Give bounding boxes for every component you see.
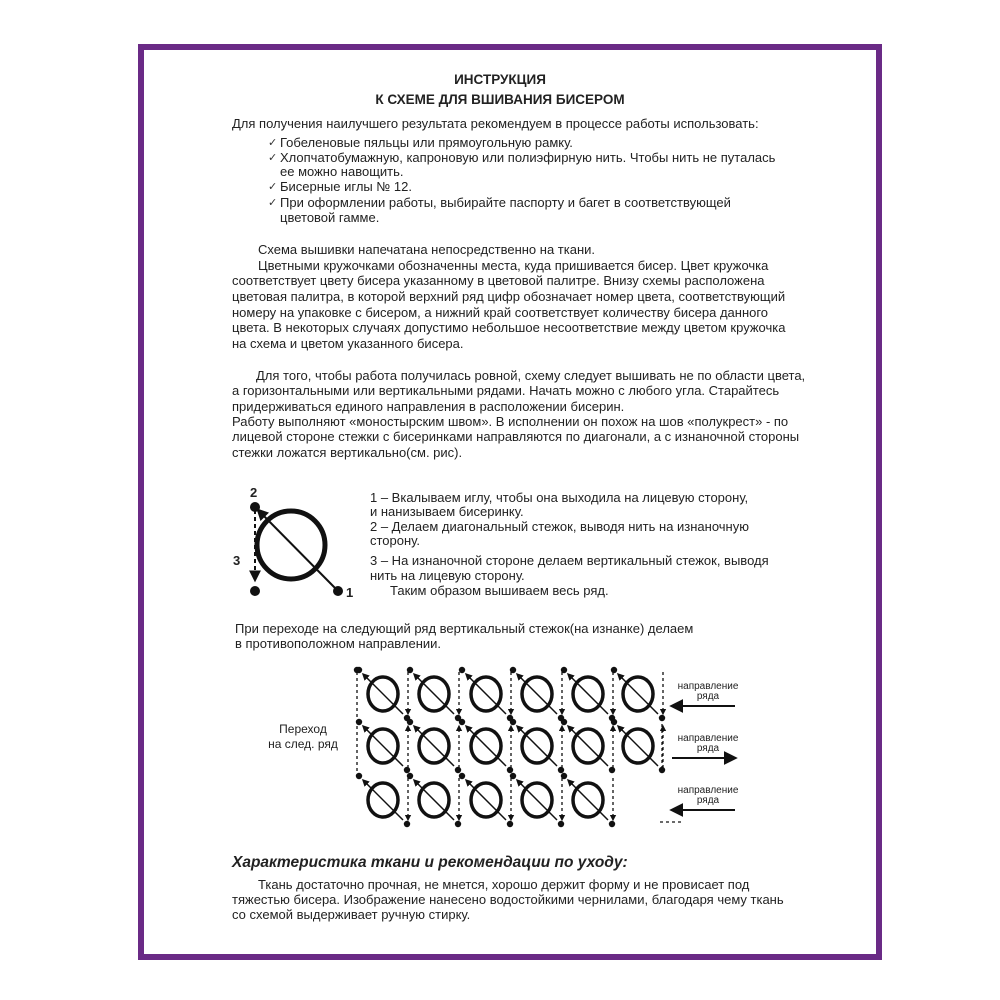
direction-label-line: направление	[677, 681, 739, 692]
checklist-item-2-line-1: Хлопчатобумажную, капроновую или полиэфирную нить. Чтобы нить не путалась	[280, 150, 776, 165]
point	[609, 821, 615, 827]
point	[561, 719, 567, 725]
paragraph2-line: придерживаться единого направления в расположении бисерин.	[232, 399, 625, 414]
point	[510, 667, 516, 673]
point	[459, 719, 465, 725]
point	[455, 767, 461, 773]
paragraph2-line: стежки ложатся вертикально(см. рис).	[232, 445, 463, 460]
point	[561, 667, 567, 673]
point	[510, 719, 516, 725]
check-icon: ✓	[268, 152, 278, 164]
point	[404, 821, 410, 827]
paragraph1-line: номеру на упаковке с бисером, а нижний край соответствует количеству бисера данного	[232, 305, 769, 320]
title-line-1: ИНСТРУКЦИЯ	[454, 72, 546, 87]
checklist-item-2-line-2: ее можно навощить.	[280, 164, 404, 179]
step-line: 1 – Вкалываем иглу, чтобы она выходила на лицевую сторону,	[370, 490, 749, 505]
point	[455, 821, 461, 827]
row-transition-line: При переходе на следующий ряд вертикальный стежок(на изнанке) делаем	[235, 621, 694, 636]
point	[404, 767, 410, 773]
transition-label-line: Переход	[279, 722, 327, 736]
title-line-2: К СХЕМЕ ДЛЯ ВШИВАНИЯ БИСЕРОМ	[375, 92, 625, 107]
direction-label-line: ряда	[696, 795, 720, 806]
paragraph2-line: а горизонтальными или вертикальными рядами. Начать можно с любого угла. Старайтесь	[232, 383, 780, 398]
point	[558, 821, 564, 827]
care-line: Ткань достаточно прочная, не мнется, хорошо держит форму и не провисает под	[258, 877, 750, 892]
point	[407, 719, 413, 725]
paragraph1-line: Цветными кружочками обозначенны места, куда пришивается бисер. Цвет кружочка	[258, 258, 769, 273]
care-line: со схемой выдерживает ручную стирку.	[232, 907, 471, 922]
paragraph1-line: цвета. В некоторых случаях допустимо небольшое несоответствие между цветом кружочка	[232, 320, 786, 335]
point	[407, 773, 413, 779]
point	[354, 667, 360, 673]
direction-label-line: ряда	[696, 743, 720, 754]
step-line: сторону.	[370, 533, 420, 548]
point	[611, 667, 617, 673]
point	[507, 767, 513, 773]
paragraph1-line: соответствует цвету бисера указанному в цветовой палитре. Внизу схемы расположена	[232, 273, 765, 288]
check-icon: ✓	[268, 137, 278, 149]
point	[459, 667, 465, 673]
transition-label-line: на след. ряд	[268, 737, 338, 751]
checklist-item-3: Бисерные иглы № 12.	[280, 179, 413, 194]
point	[558, 767, 564, 773]
step-line: и нанизываем бисеринку.	[370, 504, 524, 519]
checklist-item-4-line-2: цветовой гамме.	[280, 210, 380, 225]
point	[407, 667, 413, 673]
step-line: 3 – На изнаночной стороне делаем вертикальный стежок, выводя	[370, 553, 769, 568]
paragraph1-line: Схема вышивки напечатана непосредственно на ткани.	[258, 242, 595, 257]
check-icon: ✓	[268, 197, 278, 209]
checklist-item-1: Гобеленовые пяльцы или прямоугольную рамку.	[280, 135, 573, 150]
care-heading: Характеристика ткани и рекомендации по уходу:	[232, 854, 628, 871]
point	[507, 821, 513, 827]
diagram-label-3: 3	[233, 553, 241, 568]
care-line: тяжестью бисера. Изображение нанесено водостойкими чернилами, благодаря чему ткань	[232, 892, 784, 907]
direction-label-line: направление	[677, 785, 739, 796]
direction-label-line: направление	[677, 733, 739, 744]
step-line: 2 – Делаем диагональный стежок, выводя нить на изнаночную	[370, 519, 749, 534]
diagram-label-2: 2	[250, 485, 258, 500]
paragraph1-line: на схема и цветом указанного бисера.	[232, 336, 464, 351]
step-line: нить на лицевую сторону.	[370, 568, 525, 583]
paragraph2-line: Для того, чтобы работа получилась ровной, схему следует вышивать не по области цвета,	[256, 368, 806, 383]
check-icon: ✓	[268, 181, 278, 193]
intro-text: Для получения наилучшего результата рекомендуем в процессе работы использовать:	[232, 116, 759, 131]
paragraph1-line: цветовая палитра, в которой верхний ряд цифр обозначает номер цвета, соответствующий	[232, 289, 786, 304]
row-transition-line: в противоположном направлении.	[235, 636, 442, 651]
paragraph2-line: лицевой стороне стежки с бисеринками направляются по диагонали, а с изнаночной стороны	[232, 429, 800, 444]
point	[459, 773, 465, 779]
paragraph2-line: Работу выполняют «моностырским швом». В исполнении он похож на шов «полукрест» - по	[232, 414, 789, 429]
direction-label-line: ряда	[696, 691, 720, 702]
point	[561, 773, 567, 779]
step-line: Таким образом вышиваем весь ряд.	[390, 583, 609, 598]
checklist-item-4-line-1: При оформлении работы, выбирайте паспорту и багет в соответствующей	[280, 195, 731, 210]
point	[611, 719, 617, 725]
point	[510, 773, 516, 779]
diagram-label-1: 1	[346, 585, 354, 600]
point	[609, 767, 615, 773]
